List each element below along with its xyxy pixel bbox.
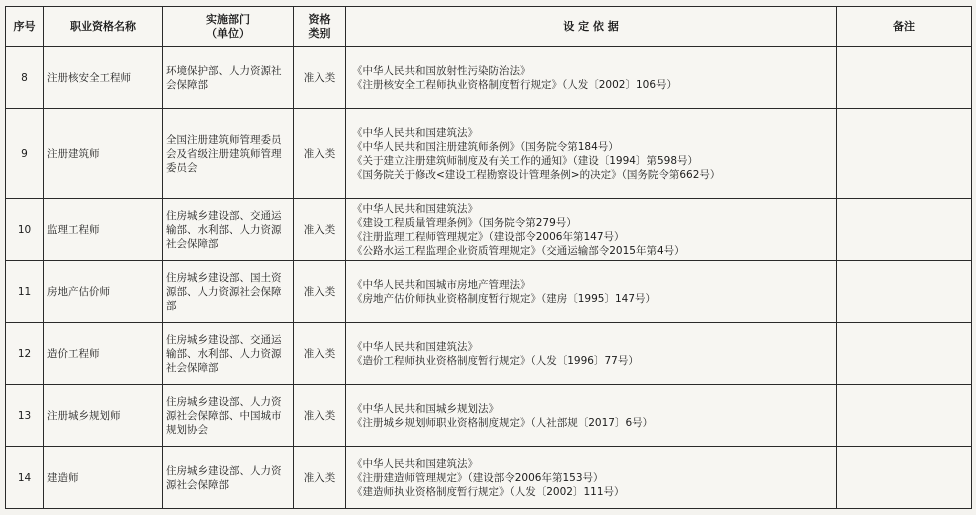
table-row	[6, 261, 972, 323]
header-dept	[163, 7, 294, 47]
qualification-type: 准入类	[294, 385, 346, 447]
note	[837, 261, 972, 323]
qualification-type: 准入类	[294, 47, 346, 109]
legal-basis	[346, 323, 837, 385]
table-row	[6, 323, 972, 385]
basis-line: 《注册城乡规划师职业资格制度规定》（人社部规〔2017〕6号）	[352, 416, 654, 429]
qualification-name: 注册城乡规划师	[44, 385, 163, 447]
qualification-type: 准入类	[294, 261, 346, 323]
department: 住房城乡建设部、交通运输部、水利部、人力资源社会保障部	[163, 323, 294, 385]
basis-line: 《注册核安全工程师执业资格制度暂行规定》（人发〔2002〕106号）	[352, 78, 678, 91]
header-note: 备注	[837, 7, 972, 47]
note	[837, 109, 972, 199]
basis-line: 《建造师执业资格制度暂行规定》（人发〔2002〕111号）	[352, 485, 625, 498]
row-num: 13	[6, 385, 44, 447]
legal-basis	[346, 385, 837, 447]
basis-line: 《中华人民共和国放射性污染防治法》	[352, 64, 531, 77]
department: 全国注册建筑师管理委员会及省级注册建筑师管理委员会	[163, 109, 294, 199]
department: 环境保护部、人力资源社会保障部	[163, 47, 294, 109]
legal-basis	[346, 447, 837, 509]
qualification-type: 准入类	[294, 447, 346, 509]
basis-line: 《中华人民共和国建筑法》	[352, 457, 478, 470]
qualification-name: 建造师	[44, 447, 163, 509]
row-num: 9	[6, 109, 44, 199]
basis-line: 《注册监理工程师管理规定》（建设部令2006年第147号）	[352, 230, 625, 243]
basis-line: 《国务院关于修改<建设工程勘察设计管理条例>的决定》（国务院令第662号）	[352, 168, 721, 181]
legal-basis	[346, 47, 837, 109]
basis-line: 《中华人民共和国建筑法》	[352, 340, 478, 353]
qualification-name: 注册建筑师	[44, 109, 163, 199]
basis-line: 《中华人民共和国城市房地产管理法》	[352, 278, 531, 291]
note	[837, 447, 972, 509]
row-num: 11	[6, 261, 44, 323]
basis-line: 《注册建造师管理规定》（建设部令2006年第153号）	[352, 471, 604, 484]
basis-line: 《关于建立注册建筑师制度及有关工作的通知》（建设〔1994〕第598号）	[352, 154, 699, 167]
note	[837, 385, 972, 447]
note	[837, 199, 972, 261]
basis-line: 《房地产估价师执业资格制度暂行规定》（建房〔1995〕147号）	[352, 292, 657, 305]
header-num: 序号	[6, 7, 44, 47]
note	[837, 47, 972, 109]
basis-line: 《中华人民共和国建筑法》	[352, 126, 478, 139]
legal-basis	[346, 199, 837, 261]
row-num: 10	[6, 199, 44, 261]
header-type-line2: 类别	[308, 26, 331, 40]
qualification-table	[5, 6, 972, 509]
department: 住房城乡建设部、人力资源社会保障部	[163, 447, 294, 509]
note	[837, 323, 972, 385]
header-type-line1: 资格	[308, 12, 331, 26]
header-dept-line2: （单位）	[206, 26, 250, 40]
row-num: 14	[6, 447, 44, 509]
qualification-type: 准入类	[294, 109, 346, 199]
basis-line: 《公路水运工程监理企业资质管理规定》（交通运输部令2015年第4号）	[352, 244, 685, 257]
header-dept-line1: 实施部门	[206, 12, 250, 26]
table-row	[6, 47, 972, 109]
legal-basis	[346, 109, 837, 199]
legal-basis	[346, 261, 837, 323]
basis-line: 《建设工程质量管理条例》（国务院令第279号）	[352, 216, 577, 229]
department: 住房城乡建设部、人力资源社会保障部、中国城市规划协会	[163, 385, 294, 447]
basis-line: 《造价工程师执业资格制度暂行规定》（人发〔1996〕77号）	[352, 354, 639, 367]
qualification-name: 房地产估价师	[44, 261, 163, 323]
qualification-name: 注册核安全工程师	[44, 47, 163, 109]
table-row	[6, 199, 972, 261]
row-num: 12	[6, 323, 44, 385]
department: 住房城乡建设部、国土资源部、人力资源社会保障部	[163, 261, 294, 323]
qualification-type: 准入类	[294, 199, 346, 261]
header-basis: 设 定 依 据	[346, 7, 837, 47]
department: 住房城乡建设部、交通运输部、水利部、人力资源社会保障部	[163, 199, 294, 261]
table-body	[6, 47, 972, 509]
qualification-type: 准入类	[294, 323, 346, 385]
header-name: 职业资格名称	[44, 7, 163, 47]
qualification-name: 监理工程师	[44, 199, 163, 261]
row-num: 8	[6, 47, 44, 109]
header-type	[294, 7, 346, 47]
header-row	[6, 7, 972, 47]
basis-line: 《中华人民共和国注册建筑师条例》（国务院令第184号）	[352, 140, 619, 153]
table-row	[6, 109, 972, 199]
table-row	[6, 447, 972, 509]
basis-line: 《中华人民共和国建筑法》	[352, 202, 478, 215]
basis-line: 《中华人民共和国城乡规划法》	[352, 402, 499, 415]
table-row	[6, 385, 972, 447]
qualification-name: 造价工程师	[44, 323, 163, 385]
